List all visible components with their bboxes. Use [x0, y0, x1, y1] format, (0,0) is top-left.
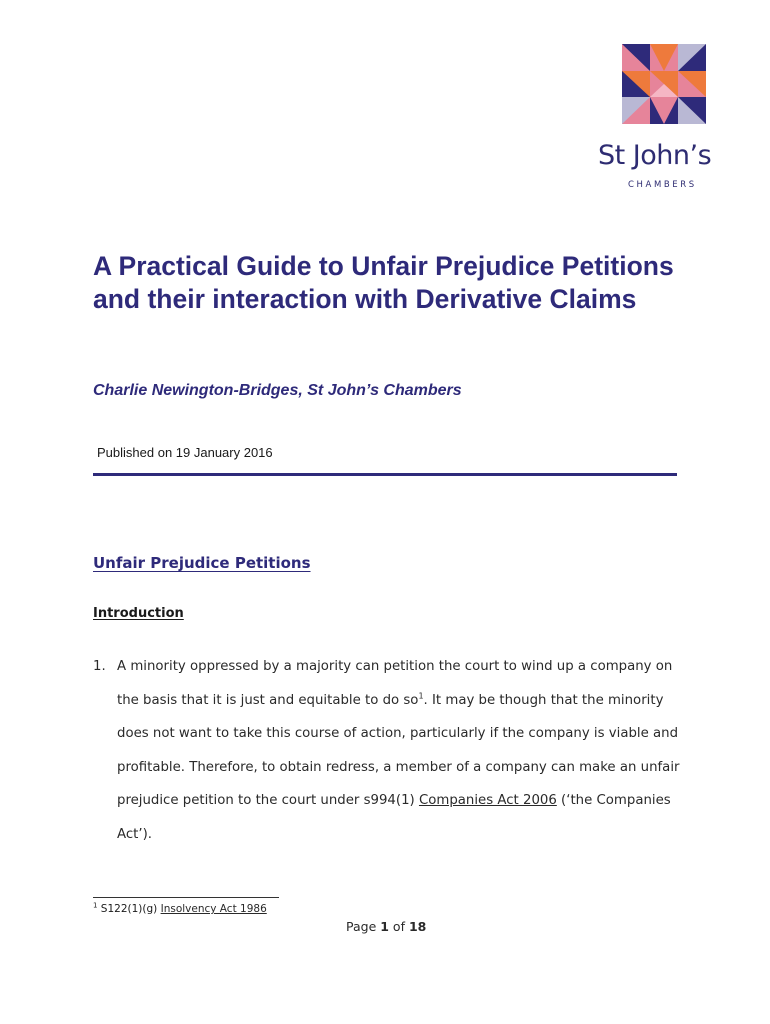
footnote-marker: 1	[93, 901, 98, 910]
section-heading: Unfair Prejudice Petitions	[93, 554, 311, 572]
paragraph-text-1: A minority oppressed by a majority can petition the court to wind up a company on the basis that it is just and equitable to do so	[117, 659, 673, 708]
footnote-separator	[93, 897, 279, 898]
page-label: Page	[346, 919, 381, 934]
logo-mark-icon	[622, 44, 706, 124]
author-line: Charlie Newington-Bridges, St John’s Chambers	[93, 382, 462, 399]
paragraph-text-3: (‘the Companies Act’).	[117, 793, 671, 842]
title-divider	[93, 473, 677, 476]
document-title: A Practical Guide to Unfair Prejudice Petitions and their interaction with Derivative Claims	[93, 251, 674, 314]
insolvency-act-link[interactable]: Insolvency Act 1986	[160, 903, 267, 915]
paragraph-body	[117, 650, 687, 852]
paragraph-text-2: . It may be though that the minority does not want to take this course of action, particularly if the company is viable and profitable. Therefore, to obtain redress, a member of a company can make an unfair prejudice petition to the court under s994(1)	[117, 692, 680, 809]
chambers-logo	[622, 44, 706, 124]
brand-subtitle: CHAMBERS	[628, 180, 697, 190]
footnote-text: S122(1)(g)	[97, 903, 161, 915]
subsection-heading: Introduction	[93, 606, 184, 621]
footnote-reference[interactable]: 1	[418, 691, 424, 701]
numbered-paragraph	[93, 650, 693, 852]
footnote	[93, 903, 267, 915]
paragraph-number: 1.	[93, 659, 106, 674]
published-date: Published on 19 January 2016	[97, 445, 273, 460]
brand-name: St John’s	[598, 140, 712, 171]
page-current: 1	[380, 919, 389, 934]
page-of-label: of	[388, 919, 409, 934]
companies-act-link[interactable]: Companies Act 2006	[418, 793, 557, 809]
page-total: 18	[408, 919, 427, 934]
page-number	[346, 919, 426, 934]
